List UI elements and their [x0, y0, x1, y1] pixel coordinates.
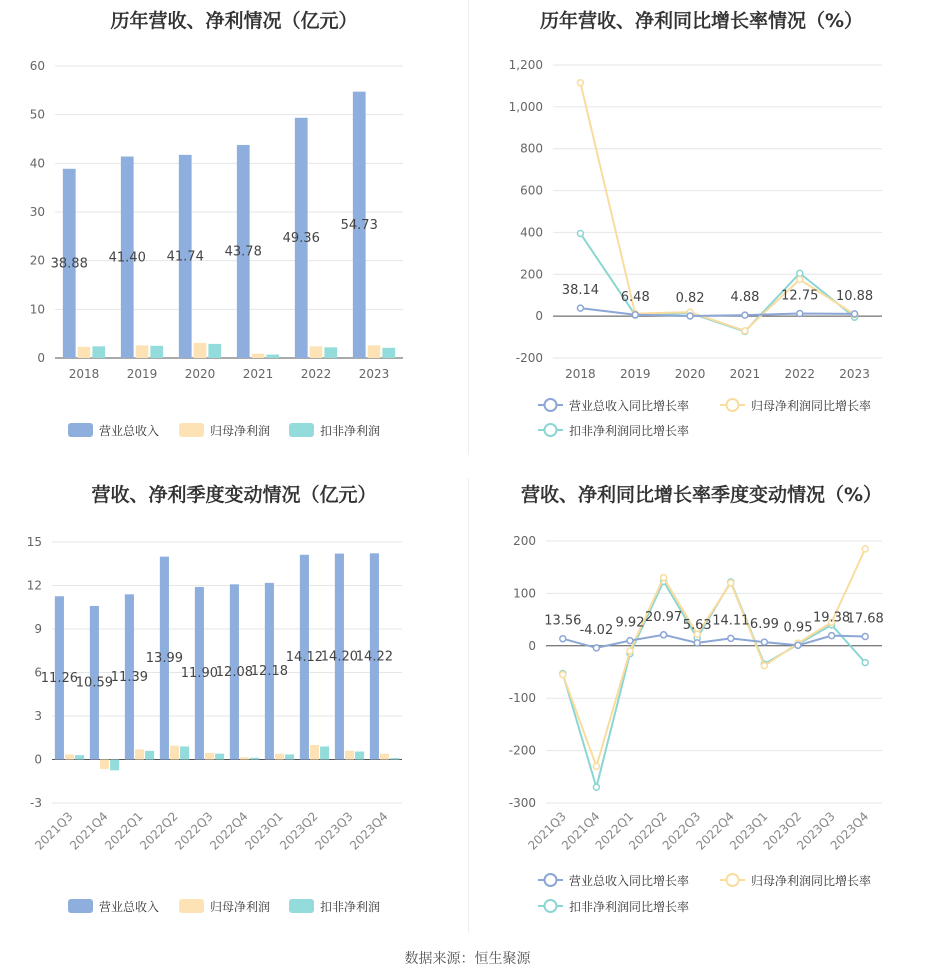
bar-deducted-profit	[320, 746, 329, 759]
data-point	[560, 672, 566, 678]
y-tick-label: 200	[513, 534, 536, 548]
data-point	[593, 763, 599, 769]
data-label: 14.11	[712, 613, 750, 629]
x-tick-label: 2022Q4	[207, 809, 251, 853]
y-tick-label: 0	[34, 752, 42, 767]
bar-deducted-profit	[250, 758, 259, 760]
data-point	[694, 640, 700, 646]
y-tick-label: 50	[29, 107, 45, 122]
x-tick-label: 2022Q2	[626, 809, 670, 853]
data-point	[577, 305, 583, 311]
data-point	[797, 310, 803, 316]
series-line	[563, 549, 865, 766]
x-tick-label: 2023Q1	[242, 809, 286, 853]
x-tick-label: 2023Q4	[827, 809, 872, 853]
data-label: 38.14	[561, 283, 600, 299]
legend-label: 营业总收入同比增长率	[569, 399, 690, 413]
data-point	[795, 642, 801, 648]
x-tick-label: 2022Q2	[137, 809, 181, 853]
series-line	[580, 233, 854, 331]
data-label: 4.88	[730, 290, 760, 306]
bar-net-profit	[310, 745, 319, 760]
data-label: 19.38	[812, 610, 851, 626]
y-tick-label: 800	[520, 141, 543, 156]
bar-net-profit	[100, 760, 109, 769]
data-label: 54.73	[340, 217, 378, 233]
bar-net-profit	[275, 754, 284, 760]
x-tick-label: 2022Q4	[693, 809, 737, 853]
x-tick-label: 2019	[619, 367, 651, 381]
x-tick-label: 2021Q3	[525, 809, 569, 853]
bar-net-profit	[78, 347, 91, 358]
x-tick-label: 2021	[242, 367, 274, 381]
x-tick-label: 2022Q3	[659, 809, 704, 853]
legend-label: 扣非净利润	[320, 900, 381, 914]
legend-swatch	[68, 423, 93, 437]
data-point	[728, 635, 734, 641]
bar-net-profit	[252, 354, 265, 358]
bar-deducted-profit	[92, 346, 105, 358]
y-tick-label: 20	[29, 253, 45, 268]
bar-deducted-profit	[180, 746, 189, 759]
data-label: 12.75	[781, 288, 819, 304]
y-tick-label: 0	[37, 351, 45, 365]
annual-bar-chart	[0, 0, 468, 470]
x-tick-label: 2020	[184, 367, 216, 381]
bar-deducted-profit	[382, 348, 395, 358]
data-point	[742, 312, 748, 318]
legend-swatch	[289, 423, 314, 437]
legend-swatch	[68, 899, 93, 913]
data-label: 14.22	[355, 649, 394, 665]
data-point	[661, 575, 667, 581]
y-tick-label: -3	[30, 796, 42, 810]
bar-deducted-profit	[355, 752, 364, 760]
annual-growth-panel	[468, 0, 935, 470]
legend-label: 归母净利润	[210, 424, 271, 438]
data-point	[627, 648, 633, 654]
series-line	[580, 308, 854, 316]
data-label: 10.59	[75, 675, 114, 691]
data-label: 41.74	[166, 249, 204, 265]
data-label: 9.92	[615, 615, 645, 631]
data-label: 12.18	[250, 664, 289, 680]
x-tick-label: 2021Q4	[67, 809, 111, 853]
data-point	[862, 546, 868, 552]
legend-label: 归母净利润同比增长率	[751, 399, 872, 413]
y-tick-label: 3	[34, 709, 42, 723]
data-point	[797, 270, 803, 276]
quarterly-bar-panel	[0, 470, 468, 940]
legend-marker	[545, 874, 557, 886]
x-tick-label: 2019	[126, 367, 158, 381]
data-point	[862, 660, 868, 666]
x-tick-label: 2022Q1	[102, 809, 146, 853]
legend-swatch	[289, 899, 314, 913]
x-tick-label: 2021Q4	[558, 809, 603, 853]
x-tick-label: 2018	[68, 367, 100, 381]
chart-title: 历年营收、净利情况（亿元）	[110, 10, 358, 32]
x-tick-label: 2023Q2	[760, 809, 805, 853]
data-label: 13.99	[145, 651, 184, 667]
data-point	[862, 634, 868, 640]
data-point	[627, 638, 633, 644]
y-tick-label: 0	[535, 309, 543, 324]
bar-deducted-profit	[75, 755, 84, 759]
legend-label: 营业总收入	[99, 424, 160, 438]
data-label: 6.48	[620, 289, 650, 305]
y-tick-label: 1,000	[508, 99, 543, 114]
y-tick-label: 400	[520, 225, 543, 240]
data-point	[687, 313, 693, 319]
data-label: 12.08	[215, 664, 254, 680]
data-point	[742, 328, 748, 334]
y-tick-label: 30	[29, 205, 45, 219]
bar-deducted-profit	[208, 344, 221, 358]
bar-net-profit	[136, 345, 149, 358]
data-point	[577, 80, 583, 86]
bar-deducted-profit	[215, 754, 224, 760]
bar-net-profit	[205, 753, 214, 760]
x-tick-label: 2021	[729, 367, 761, 381]
bar-net-profit	[194, 343, 207, 358]
legend-marker	[545, 900, 557, 912]
data-label: 13.56	[544, 613, 582, 629]
x-tick-label: 2023Q3	[794, 809, 838, 853]
y-tick-label: -200	[508, 743, 536, 758]
legend-label: 归母净利润	[210, 900, 271, 914]
x-tick-label: 2023Q1	[726, 809, 771, 853]
data-label: 20.97	[644, 609, 683, 625]
y-tick-label: 200	[520, 267, 543, 282]
x-tick-label: 2022	[784, 367, 816, 381]
legend-label: 扣非净利润同比增长率	[569, 424, 690, 438]
data-point	[593, 645, 599, 651]
bar-deducted-profit	[324, 347, 337, 358]
data-label: 38.88	[50, 256, 88, 272]
bar-deducted-profit	[285, 754, 294, 759]
data-label: 11.90	[180, 666, 219, 682]
legend-marker	[545, 399, 557, 411]
y-tick-label: -300	[508, 796, 536, 810]
y-tick-label: 600	[520, 183, 543, 198]
bar-deducted-profit	[390, 758, 399, 759]
y-tick-label: 1,200	[508, 58, 543, 72]
legend-label: 扣非净利润	[320, 424, 381, 438]
bar-deducted-profit	[266, 355, 279, 358]
data-label: 17.68	[846, 611, 884, 627]
data-point	[852, 311, 858, 317]
x-tick-label: 2022Q3	[172, 809, 216, 853]
data-point	[577, 230, 583, 236]
bar-net-profit	[368, 345, 381, 358]
chart-title: 历年营收、净利同比增长率情况（%）	[539, 10, 864, 32]
legend-label: 扣非净利润同比增长率	[569, 900, 690, 914]
data-point	[661, 632, 667, 638]
quarterly-growth-chart	[468, 470, 935, 940]
quarterly-growth-panel	[468, 470, 935, 940]
x-tick-label: 2021Q3	[32, 809, 76, 853]
data-label: 43.78	[224, 244, 262, 260]
x-tick-label: 2020	[674, 367, 706, 381]
data-label: 10.88	[835, 288, 874, 304]
bar-net-profit	[65, 754, 74, 759]
quarterly-bar-chart	[0, 470, 468, 940]
x-tick-label: 2023Q4	[347, 809, 391, 853]
x-tick-label: 2022Q1	[592, 809, 637, 853]
x-tick-label: 2018	[565, 367, 596, 381]
y-tick-label: 9	[34, 622, 42, 636]
data-label: 11.26	[40, 670, 79, 686]
bar-net-profit	[345, 751, 354, 760]
legend-label: 归母净利润同比增长率	[751, 874, 872, 888]
legend-swatch	[179, 899, 204, 913]
x-tick-label: 2023	[358, 367, 390, 381]
y-tick-label: 40	[29, 156, 45, 171]
bar-deducted-profit	[145, 751, 154, 760]
data-point	[632, 312, 638, 318]
data-label: 5.63	[682, 617, 712, 633]
annual-bar-panel	[0, 0, 468, 470]
x-tick-label: 2023	[839, 367, 870, 381]
y-tick-label: -200	[515, 351, 543, 365]
bar-net-profit	[380, 754, 389, 760]
legend-label: 营业总收入	[99, 900, 160, 914]
bar-net-profit	[135, 749, 144, 759]
y-tick-label: 6	[34, 665, 42, 680]
data-point	[728, 580, 734, 586]
data-label: 6.99	[749, 617, 779, 633]
data-point	[593, 784, 599, 790]
y-tick-label: 10	[29, 302, 45, 317]
bar-deducted-profit	[150, 346, 163, 358]
chart-title: 营收、净利季度变动情况（亿元）	[91, 484, 377, 506]
x-tick-label: 2023Q2	[277, 809, 321, 853]
chart-title: 营收、净利同比增长率季度变动情况（%）	[520, 484, 883, 506]
bar-net-profit	[240, 757, 249, 759]
y-tick-label: 12	[26, 578, 42, 593]
legend-swatch	[179, 423, 204, 437]
data-label: 49.36	[282, 230, 320, 246]
data-label: 14.20	[320, 649, 359, 665]
legend-marker	[727, 874, 739, 886]
data-point	[560, 636, 566, 642]
y-tick-label: 15	[26, 535, 42, 549]
x-tick-label: 2022	[300, 367, 332, 381]
y-tick-label: -100	[508, 691, 536, 706]
data-label: -4.02	[579, 622, 614, 638]
data-label: 41.40	[108, 250, 146, 266]
data-label: 0.82	[675, 290, 705, 306]
data-point	[761, 639, 767, 645]
y-tick-label: 100	[513, 586, 536, 601]
x-tick-label: 2023Q3	[312, 809, 356, 853]
bar-net-profit	[310, 346, 323, 358]
data-label: 14.12	[285, 650, 324, 666]
annual-growth-chart	[468, 0, 935, 470]
legend-marker	[727, 399, 739, 411]
data-source-note: 数据来源：恒生聚源	[404, 951, 531, 967]
bar-deducted-profit	[110, 760, 119, 771]
data-label: 11.39	[110, 669, 149, 685]
legend-label: 营业总收入同比增长率	[569, 874, 690, 888]
y-tick-label: 60	[29, 59, 45, 73]
data-point	[761, 663, 767, 669]
data-label: 0.95	[783, 620, 813, 636]
y-tick-label: 0	[528, 638, 536, 653]
data-point	[797, 277, 803, 283]
data-point	[829, 633, 835, 639]
legend-marker	[545, 424, 557, 436]
bar-net-profit	[170, 746, 179, 760]
